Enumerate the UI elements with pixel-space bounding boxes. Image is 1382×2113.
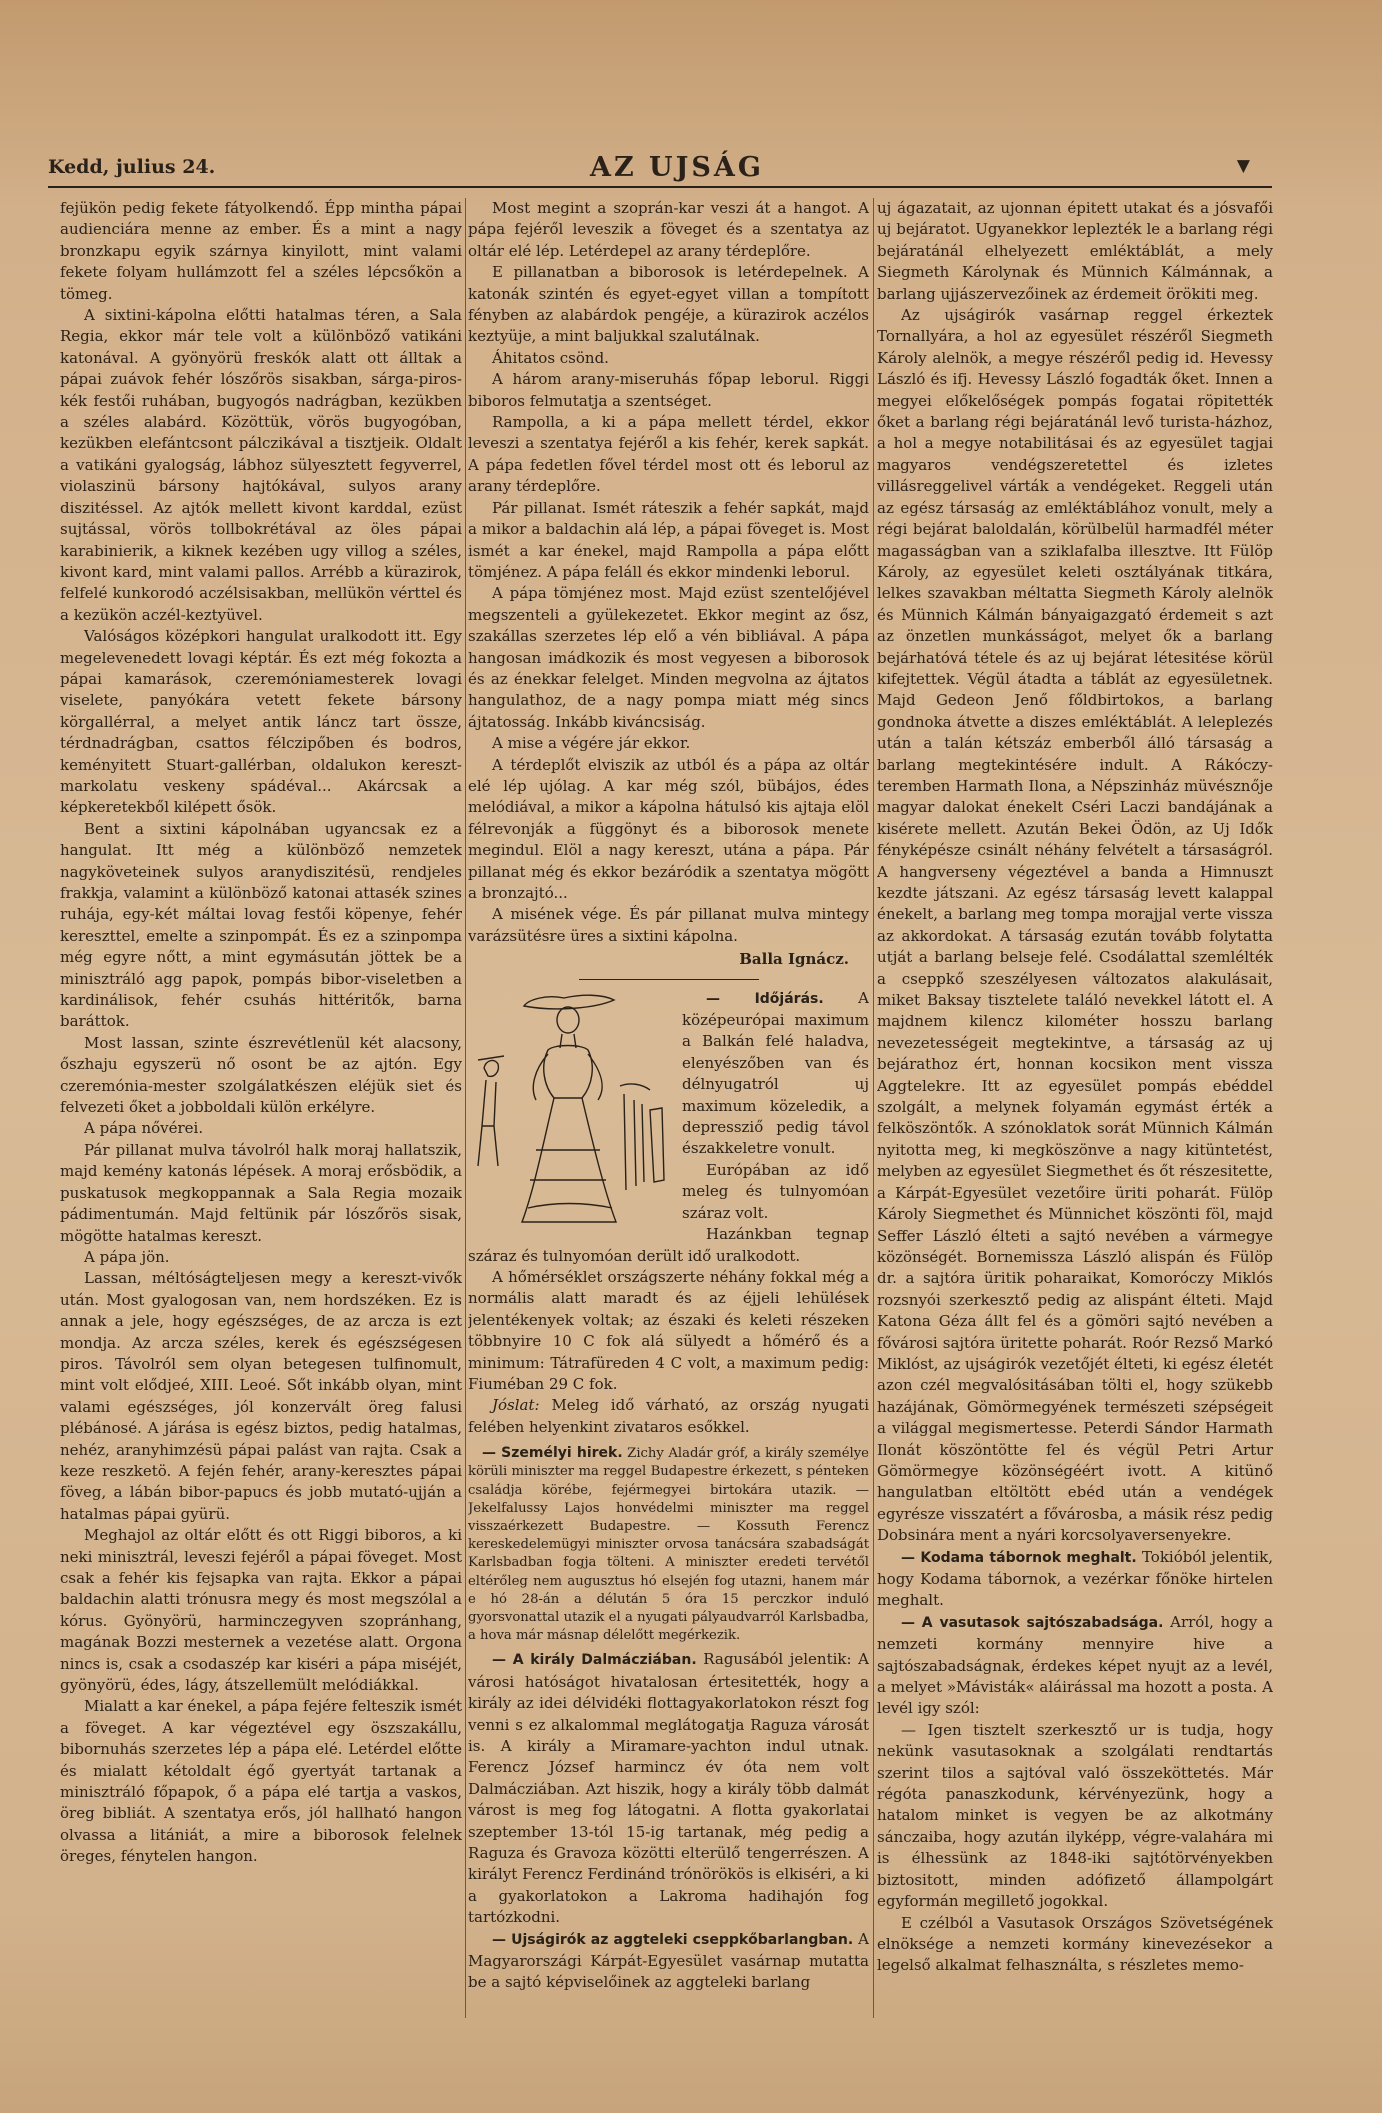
header-rule: [48, 186, 1272, 188]
section-head: — Időjárás.: [706, 990, 824, 1007]
paragraph: A hőmérséklet országszerte néhány fokkal még a normális alatt maradt és az éjjeli lehülések jelentékenyek voltak; az északi és keleti részeken többnyire 10 C fok alá sülyedt a hőmérő és a minimum: Tátrafüreden 4 C volt, a maximum pedig: Fiuméban 29 C fok.: [468, 1267, 869, 1393]
page-mark: ▼: [1236, 156, 1250, 176]
journalists-news: — Ujságirók az aggteleki cseppkőbarlangban. A Magyarországi Kárpát-Egyesület vasárnap mutatta be a sajtó képviselőinek az aggteleki barlang: [468, 1929, 869, 1992]
personal-news: — Személyi hirek. Zichy Aladár gróf, a király személye körüli miniszter ma reggel Budapestre érkezett, s pénteken családja körébe, fejérmegyei birtokára utazik. — Jekelfalussy Lajos honvédelmi miniszter ma reggel visszaérkezett Budapestre. — Kossuth Ferencz kereskedelemügyi miniszter orvosa tanácsára szabadságát Karlsbadban fogja tölteni. A miniszter eredeti tervétől eltérőleg nem augusztus hó elsején fog utazni, hanem már e hó 28-án a délután 5 óra 15 perczkor induló gyorsvonattal utazik el a nyugati pályaudvarról Karlsbadba, a hova már másnap délelőtt megérkezik.: [468, 1445, 869, 1644]
paragraph: Az ujságirók vasárnap reggel érkeztek Tornallyára, a hol az egyesület részéről Siegmeth Károly alelnök, a megye részéről pedig id. Hevessy László és ifj. Hevessy László fogadták őket. Innen a megyei előkelőségek pompás fogatai röpitették őket a barlang régi bejáratánál levő turista-házhoz, a hol a megye notabilitásai és az egyesület tagjai magyaros vendégszeretettel és izletes villásreggelivel várták a vendégeket. Reggeli után az egész társaság az emléktáblához vonult, mely a régi bejárat baloldalán, körülbelül harmadfél méter magasságban van a sziklafalba illesztve. Itt Fülöp Károly, az egyesület keleti osztályának titkára, lelkes szavakban méltatta Siegmeth Károly alelnök és Münnich Kálmán bányaigazgató érdemeit s azt az önzetlen munkásságot, melyet ők a barlang bejárhatóvá tétele és az uj bejárat létesitése körül kifejtettek. Végül átadta a táblát az egyesületnek. Majd Gedeon Jenő főldbirtokos, a barlang gondnoka átvette a diszes emléktáblát. A leleplezés után a talán kétszáz emberből álló társaság a barlang megtekintésére indult. A Rákóczy-teremben Harmath Ilona, a Népszinház müvésznője magyar dalokat énekelt Cséri Laczi bandájának a kisérete mellett. Azután Bekei Ödön, az Uj Idők fényképésze csinált néhány felvételt a társaságról. A hangverseny végeztével a banda a Himnuszt kezdte játszani. Az egész társaság levett kalappal énekelt, a barlang meg tompa morajjal verte vissza az akkordokat. A társaság ezután tovább folytatta utját a barlang belseje felé. Csodálattal szemlélték a cseppkő szeszélyesen változatos alakulásait, miket Baksay tisztelete találó nevekkel látott el. A majdnem kilencz kilométer hosszu barlang nevezetességeit megtekintve, a társaság az uj bejárathoz ért, honnan kocsikon ment vissza Aggtelekre. Itt az egyesület pompás ebéddel szolgált, a melynek folyamán egymást érték a felköszöntők. A szónoklatok sorát Münnich Kálmán nyitotta meg, ki megköszönve a nagy kitüntetést, melyben az egyesület Siegmethet és őt részesitette, a Kárpát-Egyesület vezetőire üriti poharát. Fülöp Károly Siegmethet és Münnichet köszönti föl, majd Seffer László élteti a sajtó nevében a vármegye közönségét. Bornemissza László alispán és Fülöp dr. a sajtóra üritik poharaikat, Komoróczy Miklós rozsnyói szerkesztő pedig az alispánt élteti. Majd Katona Géza állt fel és a gömöri sajtó nevében a fővárosi sajtóra üritette poharát. Roór Rezső Markó Miklóst, az ujságirók vezetőjét élteti, ki egész életét azon czél megvalósitásában tölti el, hogy szükebb hazájának, Gömörmegyének természeti szépségeit a világgal megismertesse. Peterdi Sándor Harmath Ilonát köszöntötte fel és végül Petri Artur Gömörmegye közönségéért ivott. A kitünő hangulatban eltöltött ebéd után a vendégek egyrésze visszatért a fővárosba, a másik rész pedig Dobsinára ment a nyári korcsolyaversenyekre.: [877, 306, 1273, 1545]
issue-date: Kedd, julius 24.: [48, 156, 216, 178]
paragraph: A pápa jön.: [84, 1247, 170, 1266]
railway-news: — A vasutasok sajtószabadsága. Arról, hogy a nemzeti kormány mennyire hive a sajtószabadságnak, érdekes képet nyujt az a levél, a melyet »Mávisták« aláirással ma hozott a posta. A levél igy szól:: [877, 1612, 1273, 1718]
weather-intro: — Időjárás. A középeurópai maximum a Balkán felé haladva, elenyészőben van és délnyugatról uj maximum közeledik, a depressziő pedig távol északkeletre vonult.: [682, 988, 869, 1158]
paragraph: A térdeplőt elviszik az utból és a pápa az oltár elé lép ujólag. A kar még szól, bübájos, édes melódiával, a mikor a kápolna hátulsó kis ajtaja elöl félrevonják a függönyt és a biborosok menete megindul. Elöl a nagy kereszt, utána a pápa. Pár pillanat még és ekkor bezáródik a szentatya mögött a bronzajtó...: [468, 755, 869, 902]
paragraph: Pár pillanat. Ismét ráteszik a fehér sapkát, majd a mikor a baldachin alá lép, a pápai föveget is. Most ismét a kar énekel, majd Rampolla a pápa előtt tömjénez. A pápa feláll és ekkor mindenki leborul.: [468, 498, 869, 581]
paragraph: Bent a sixtini kápolnában ugyancsak ez a hangulat. Itt még a különböző nemzetek nagyköveteinek sulyos aranydiszitésü, rendjeles frakkja, valamint a különböző katonai attasék szines ruhája, egy-két máltai lovag festői köpenye, fehér kereszttel, emelte a szinpompát. És ez a szinpompa még egyre nőtt, a mint egymásután jöttek be a minisztráló agg papok, pompás bibor-viseletben a kardinálisok, fehér csuhás hittéritők, barna baráttok.: [60, 819, 462, 1031]
author-signature: Balla Ignácz.: [739, 950, 849, 969]
paragraph: uj ágazatait, az ujonnan épitett utakat és a jósvafői uj bejáratot. Ugyanekkor leplezték le a barlang régi bejáratánál elhelyezett emléktáblát, a mely Siegmeth Károlynak és Münnich Kálmánnak, a barlang ujjászervezőinek az érdemeit örökiti meg.: [877, 199, 1273, 303]
section-head: — A király Dalmácziában.: [492, 1652, 697, 1669]
paragraph: Lassan, méltóságteljesen megy a kereszt-vivők után. Most gyalogosan van, nem hordszéken. Ez is annak a jele, hogy egészséges, de az arcza is ezt mondja. Az arcza széles, kerek és egészségesen piros. Távolról sem olyan betegesen tulfinomult, mint volt elődjeé, XIII. Leoé. Sőt inkább olyan, mint valami egészséges, jól konzervált öreg falusi plébánosé. A járása is egész biztos, pedig hatalmas, nehéz, aranyhimzésü pápai palást van rajta. Csak a keze reszketö. A fején fehér, arany-keresztes pápai föveg, a lábán bibor-papucs és jobb mutató-ujján a hatalmas pápai gyürü.: [60, 1269, 462, 1523]
paragraph: A pápa nővérei.: [84, 1119, 204, 1138]
paragraph: A sixtini-kápolna előtti hatalmas téren, a Sala Regia, ekkor már tele volt a különböző vatikáni katonával. A gyönyörü freskók alatt ott álltak a pápai zuávok fehér lószőrös sisakban, sárga-piros-kék festői ruhában, bugyogós nadrágban, kezükben a széles alabárd. Közöttük, vörös bugyogóban, kezükben elefántcsont pálczikával a tisztjeik. Oldalt a vatikáni gyalogság, lábhoz sülyesztett fegyverrel, violaszinü bársony hajtókával, sulyos arany diszitéssel. Az ajtók mellett kivont karddal, ezüst sujtással, vörös tollbokrétával az öles pápai karabinierik, a kiknek kezében ugy villog a széles, kivont kard, mint valami pallos. Arrébb a kürazirok, felfelé kunkorodó aczélsisakban, mellükön vérttel és a kezükön aczél-keztyüvel.: [60, 306, 462, 624]
section-head: — Kodama tábornok meghalt.: [901, 1549, 1137, 1566]
column-3: [877, 198, 1273, 2028]
masthead: AZ UJSÁG: [590, 152, 764, 183]
section-head: — Személyi hirek.: [482, 1445, 623, 1462]
paragraph: A misének vége. És pár pillanat mulva mintegy varázsütésre üres a sixtini kápolna.: [468, 905, 869, 945]
paragraph: A mise a végére jár ekkor.: [492, 734, 691, 753]
section-head: — A vasutasok sajtószabadsága.: [901, 1614, 1164, 1631]
column-divider: [465, 198, 466, 2018]
kodama-news: — Kodama tábornok meghalt. Tokióból jelentik, hogy Kodama tábornok, a vezérkar főnöke hirtelen meghalt.: [877, 1547, 1273, 1610]
paragraph: E pillanatban a biborosok is letérdepelnek. A katonák szintén és egyet-egyet villan a tompított fényben az alabárdok pengéje, a kürazirok aczélos keztyüje, a mint baljukkal szalutálnak.: [468, 263, 869, 346]
paragraph: Most megint a szoprán-kar veszi át a hangot. A pápa fejéről leveszik a föveget és a szentatya az oltár elé lép. Letérdepel az arany térdeplőre.: [468, 199, 869, 260]
paragraph: A pápa tömjénez most. Majd ezüst szentelőjével megszenteli a gyülekezetet. Ekkor megint az ősz, szakállas szerzetes lép elő a vén bibliával. A pápa hangosan imádkozik és most vegyesen a biborosok és az énekkar felelget. Minden megvolna az ájtatos hangulathoz, de a nagy pompa miatt még sincs ájtatosság. Inkább kiváncsiság.: [468, 584, 869, 731]
paragraph: E czélból a Vasutasok Országos Szövetségének elnöksége a nemzeti kormány kinevezésekor a legelső alkalmat felhasználta, s részletes memo-: [877, 1913, 1273, 1975]
paragraph: Meghajol az oltár előtt és ott Riggi biboros, a ki neki minisztrál, leveszi fejéről a pápai föveget. Most csak a fehér kis fejsapka van rajta. Ekkor a pápai baldachin alatti trónusra megy és most megszólal a kórus. Gyönyörü, harminczegyven szopránhang, magának Bozzi mesternek a vezetése alatt. Orgona nincs is, csak a csodaszép kar kiséri a pápa miséjét, gyönyörü, édes, lágy, átszellemült melódiákkal.: [60, 1526, 462, 1695]
fashion-illustration-image: [468, 990, 676, 1230]
paragraph: Most lassan, szinte észrevétlenül két alacsony, őszhaju egyszerü nő osont be az ajtón. Egy czeremónia-mester szolgálatkészen eléjük siet és felvezeti őket a jobboldali külön erkélyre.: [60, 1033, 462, 1117]
paragraph: Pár pillanat mulva távolról halk moraj hallatszik, majd kemény katonás lépések. A moraj erősbödik, a puskatusok megkoppannak a Sala Regia mozaik pádimentumán. Majd feltünik pár lószőrös sisak, mögötte hatalmas kereszt.: [60, 1140, 462, 1245]
paragraph: fejükön pedig fekete fátyolkendő. Épp mintha pápai audienciára menne az ember. És a mint a nagy bronzkapu egyik szárnya kinyilott, mint valami fekete folyam hullámzott fel a széles lépcsőkön a tömeg.: [60, 199, 462, 303]
section-head: — Ujságirók az aggteleki cseppkőbarlangban.: [492, 1931, 854, 1948]
paragraph: Valóságos középkori hangulat uralkodott itt. Egy megelevenedett lovagi képtár. És ezt még fokozta a pápai kamarások, czeremóniamesterek lovagi viselete, panyókára vetett fekete bársony körgallérral, a melyet antik láncz tart össze, térdnadrágban, csattos félczipőben és bodros, keményitett Stuart-gallérban, oldalukon kereszt-markolatu veskeny spádéval... Akárcsak a képkeretekből kilépett ősök.: [60, 627, 462, 817]
king-news: — A király Dalmácziában. Ragusából jelentik: A városi hatóságot hivatalosan értesitették, hogy a király az idei délvidéki flottagyakorlatokon részt fog venni s ez alkalommal meglátogatja Raguza városát is. A király a Miramare-yachton indul utnak. Ferencz József harmincz év óta nem volt Dalmácziában. Azt hiszik, hogy a király több dalmát várost is meg fog látogatni. A flotta gyakorlatai szeptember 13-tól 15-ig tartanak, még pedig a Raguza és Gravoza közötti elterülő tengerrészen. A királyt Ferencz Ferdinánd trónörökös is elkiséri, a ki a gyakorlatokon a Lakroma hadihajón fog tartózkodni.: [468, 1650, 869, 1927]
column-divider: [873, 198, 874, 2018]
column-2: [468, 198, 869, 2028]
paragraph: — Igen tisztelt szerkesztő ur is tudja, hogy nekünk vasutasoknak a szolgálati rendtartás szerint tilos a sajtóval való összeköttetés. Már régóta panaszkodunk, kérvényezünk, hogy a hatalom minket is vegyen be az alkotmány sánczaiba, hogy azután ilyképp, végre-valahára mi is élhessünk az 1848-iki sajtótörvényekben biztositott, minden adófizető állampolgárt egyformán megillető jogokkal.: [877, 1720, 1273, 1911]
paragraph: Áhitatos csönd.: [492, 348, 609, 367]
section-rule: [579, 979, 759, 980]
page-header: [48, 154, 1272, 184]
paragraph: Rampolla, a ki a pápa mellett térdel, ekkor leveszi a szentatya fejéről a kis fehér, kerek sapkát. A pápa fedetlen fővel térdel most ott és leborul az arany térdeplőre.: [468, 413, 869, 496]
paragraph: Hazánkban tegnap száraz és tulnyomóan derült idő uralkodott.: [468, 1225, 869, 1265]
paragraph: Európában az idő meleg és tulnyomóan száraz volt.: [682, 1160, 869, 1222]
column-1: [60, 198, 462, 2018]
paragraph: A három arany-miseruhás főpap leborul. Riggi biboros felmutatja a szentséget.: [468, 370, 869, 410]
forecast: Jóslat: Meleg idő várható, az ország nyugati felében helyenkint zivataros esőkkel.: [468, 1396, 869, 1436]
weather-section: [468, 988, 869, 1439]
paragraph: Mialatt a kar énekel, a pápa fejére felteszik ismét a föveget. A kar végeztével egy öszszakállu, bibornuhás szerzetes lép a pápa elé. Letérdel előtte és mialatt kétoldalt égő gyertyát tartanak a minisztráló főpapok, ő a pápa elé tartja a vaskos, öreg bibliát. A szentatya erős, jól hallható hangon olvassa a litániát, a mire a biborosok felelnek öreges, fénytelen hangon.: [60, 1697, 462, 1866]
